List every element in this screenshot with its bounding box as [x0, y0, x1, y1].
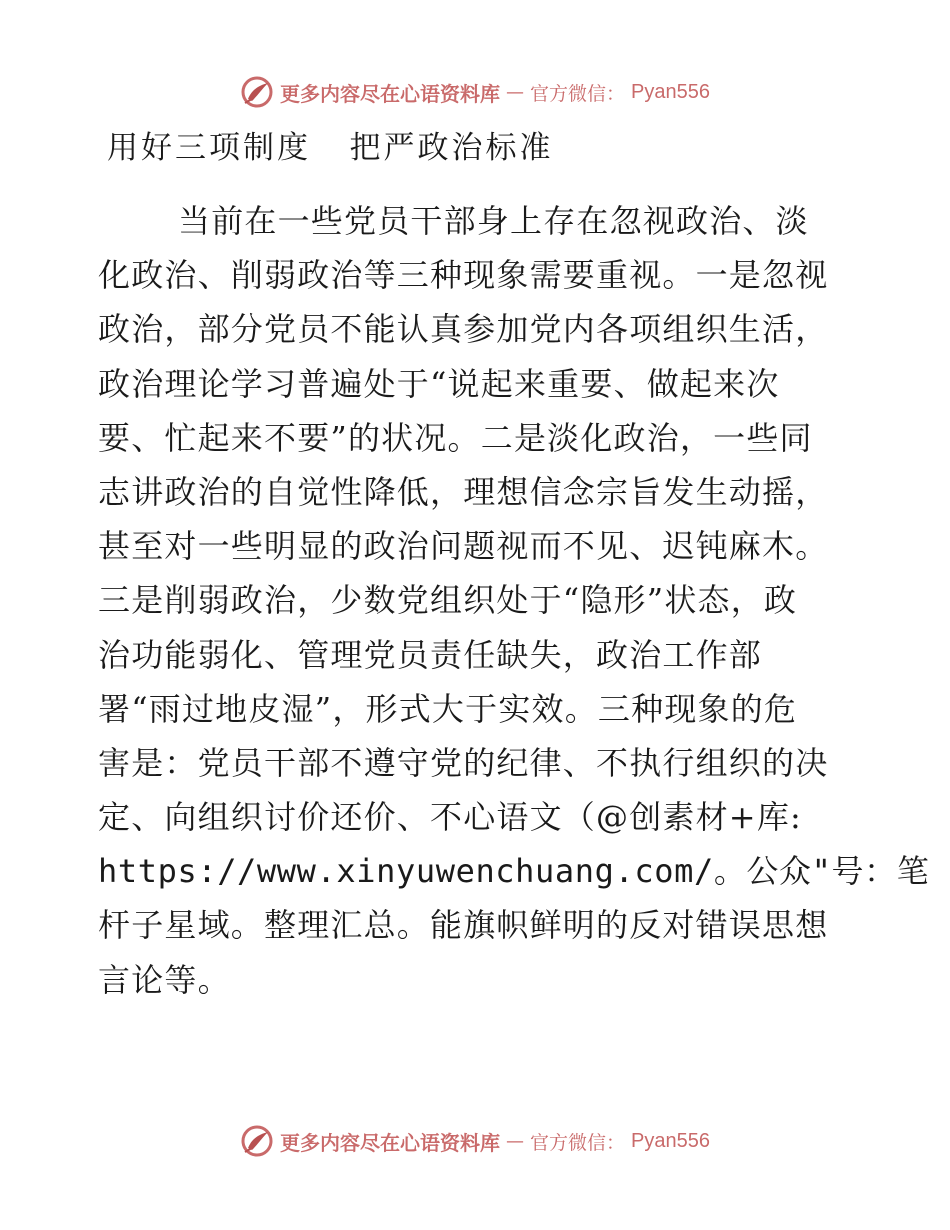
watermark-wechat-id: Pyan556	[631, 80, 710, 103]
footer-watermark	[0, 1121, 950, 1161]
body-line: 甚至对一些明显的政治问题视而不见、迟钝麻木。	[98, 527, 829, 566]
body-line: 政治，部分党员不能认真参加党内各项组织生活，	[98, 310, 829, 349]
body-line: 化政治、削弱政治等三种现象需要重视。一是忽视	[98, 256, 829, 295]
body-line: 要、忙起来不要”的状况。二是淡化政治，一些同	[98, 418, 813, 457]
body-line: 政治理论学习普遍处于“说起来重要、做起来次	[98, 364, 780, 403]
watermark-label: 官方微信：	[530, 82, 626, 105]
pen-logo-icon	[240, 75, 274, 109]
body-line: 治功能弱化、管理党员责任缺失，政治工作部	[98, 635, 763, 674]
body-line: 志讲政治的自觉性降低，理想信念宗旨发生动摇，	[98, 472, 829, 511]
body-line: 三是削弱政治，少数党组织处于“隐形”状态，政	[98, 581, 798, 620]
body-line-url: https://www.xinyuwenchuang.com/。公众"号：笔	[98, 852, 930, 891]
body-line: 当前在一些党员干部身上存在忽视政治、淡	[178, 202, 809, 240]
watermark-separator: —	[506, 1130, 524, 1152]
body-line: 杆子星域。整理汇总。能旗帜鲜明的反对错误思想	[98, 906, 829, 945]
document-title: 用好三项制度 把严政治标准	[107, 130, 554, 166]
pen-logo-icon	[240, 1124, 274, 1158]
header-watermark	[0, 72, 950, 112]
watermark-separator: —	[506, 81, 524, 103]
body-line: 言论等。	[98, 960, 231, 999]
watermark-brand: 更多内容尽在心语资料库	[280, 1130, 500, 1155]
body-line: 署“雨过地皮湿”，形式大于实效。三种现象的危	[98, 689, 798, 728]
watermark-brand: 更多内容尽在心语资料库	[280, 81, 500, 106]
watermark-wechat-id: Pyan556	[631, 1129, 710, 1152]
watermark-label: 官方微信：	[530, 1131, 626, 1154]
body-line: 害是：党员干部不遵守党的纪律、不执行组织的决	[98, 743, 829, 782]
body-line: 定、向组织讨价还价、不心语文（@创素材+库:	[98, 798, 802, 837]
document-body	[98, 198, 930, 1011]
